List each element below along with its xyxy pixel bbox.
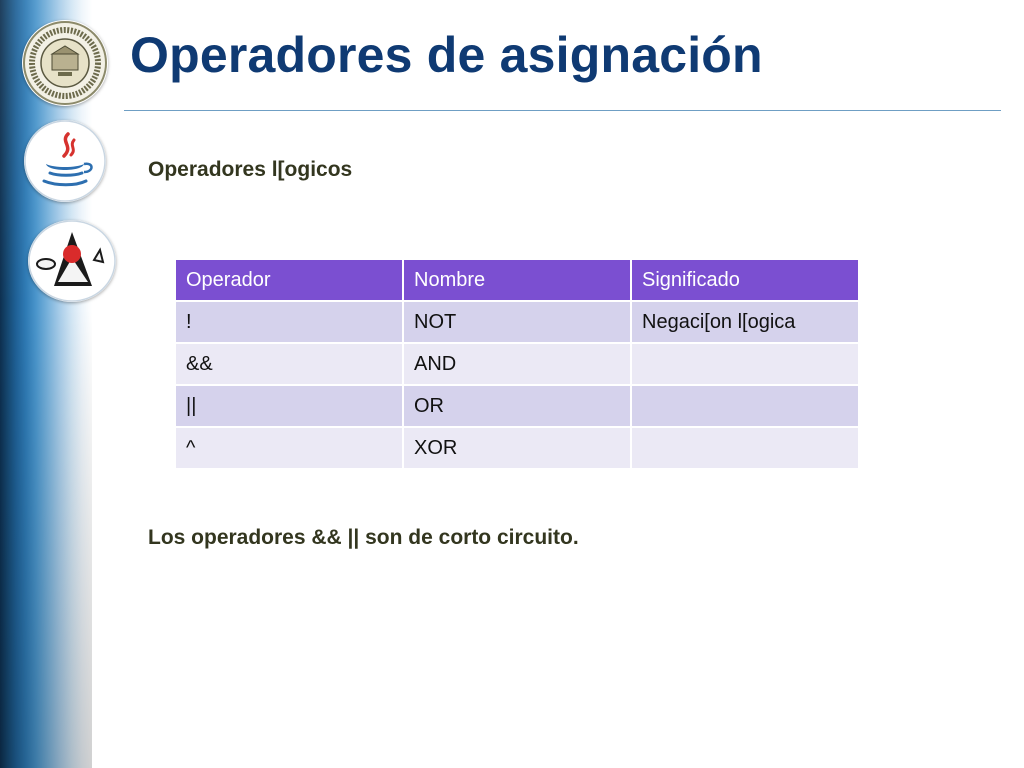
column-header: Nombre [404,260,630,300]
section-subtitle: Operadores l[ogicos [148,158,353,181]
table-cell: OR [404,386,630,426]
page-title: Operadores de asignación [130,27,763,83]
table-cell: && [176,344,402,384]
table-cell: XOR [404,428,630,468]
java-coffee-icon [24,120,106,202]
table-cell: || [176,386,402,426]
table-cell [632,386,858,426]
table-header-row [176,260,858,300]
table-cell [632,428,858,468]
side-gradient-band [0,0,92,768]
column-header: Significado [632,260,858,300]
column-header: Operador [176,260,402,300]
table-cell: Negaci[on l[ogica [632,302,858,342]
table-row [176,428,858,468]
table-cell: ! [176,302,402,342]
table-cell: AND [404,344,630,384]
table-cell: ^ [176,428,402,468]
table-row [176,344,858,384]
university-seal-icon [22,20,108,106]
operators-table [174,258,860,470]
table-row [176,386,858,426]
title-divider [124,110,1001,111]
duke-mascot-icon [28,220,116,302]
table-cell: NOT [404,302,630,342]
table-row [176,302,858,342]
short-circuit-note: Los operadores && || son de corto circuito. [148,526,579,549]
table-cell [632,344,858,384]
